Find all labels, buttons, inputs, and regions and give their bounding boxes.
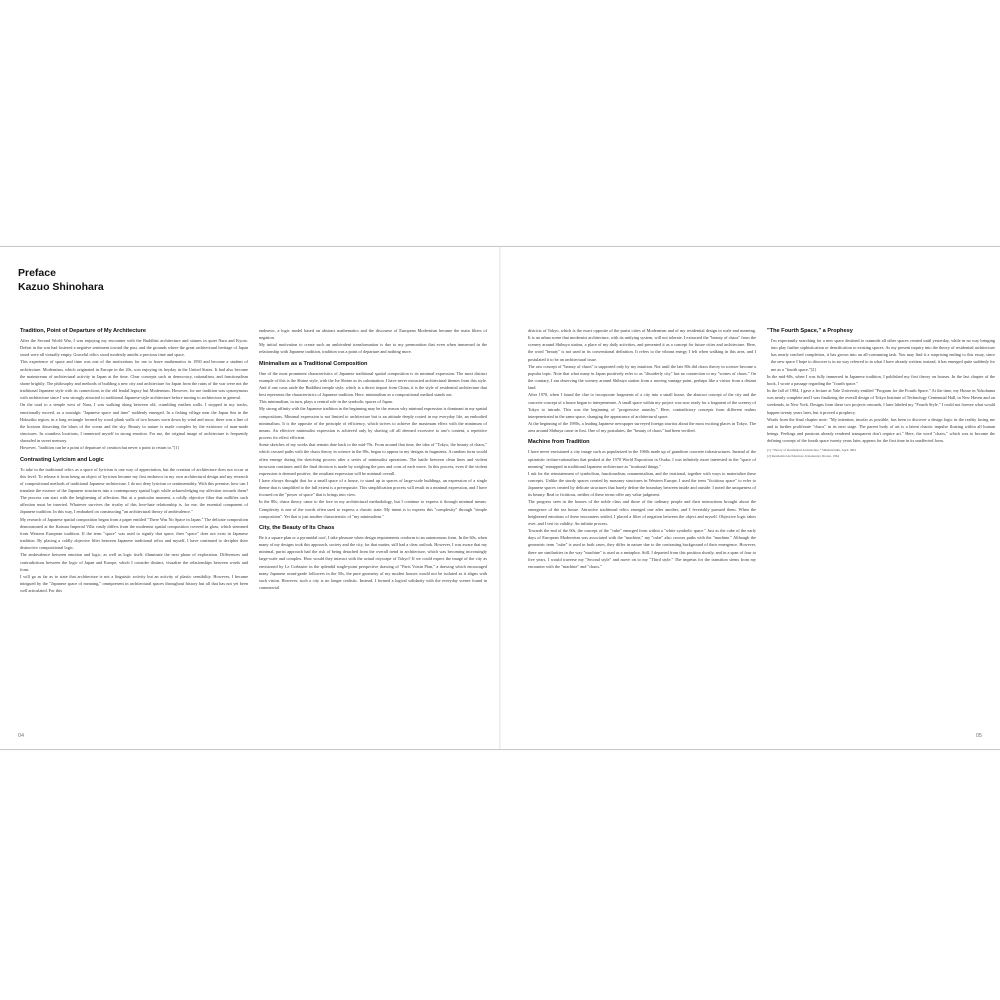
footnotes: [767, 448, 995, 459]
paragraph: I have always thought that for a small space of a house, to stand up to spaces of large-scale buildings, an expression of a single theme that is simplified to the full extent is a prerequisite. This simplification process will result in a minimal expression, and I have focused on the "power of space" that is brings into view.: [259, 477, 487, 498]
page-number-left: 04: [18, 733, 25, 739]
paragraph: Words from the final chapter note: "My intention, insofar as possible, has been to discover a design logic in the reality facing me and to further proliferate "chaos" in its next stage. The parent body of art is a latent chaotic impulse floating within all human beings. Feelings and passions already rendered transparent don't require art." Here, the word "chaos," which was to become the defining concept of the fourth space twenty years later, appears for the first time in its unaffected form.: [767, 416, 995, 444]
paragraph: I will go as far as to state that architecture is not a linguistic activity but an activity of plastic sensibility. However, I became intrigued by the "Japanese space of meaning," omnipresent in architectural spaces throughout history but all that has not yet been well articulated. For this: [20, 573, 248, 594]
page-gutter: [499, 247, 501, 749]
paragraph: One of the most prominent characteristics of Japanese traditional spatial composition is its minimal expression. The most distinct example of this is the Shrine style, with the Ise Shrine as its culmination. I have never extracted architectural themes from this style. And if one casts aside the Buddhist temple style, which is a direct import from China, it is the style of residential architecture that best represents the characteristics of Japanese tradition. Here, minimalism as a compositional method stands out.: [259, 370, 487, 398]
section-heading: Minimalism as a Traditional Composition: [259, 360, 368, 367]
paragraph: districts of Tokyo, which is the exact opposite of the purist cities of Modernism and of my residential design in scale and meaning. It is an urban scene that modernist architecture, with its unifying system, will not tolerate. I extracted the "beauty of chaos" from the scenery around Shibuya station, a place of my daily activities, and presented it as a concept for future cities and architecture. Here, the word "beauty" is not used in its conventional definition. It refers to the vibrant energy I felt when walking in this area, and I postulated it to be an architectural issue.: [528, 328, 756, 362]
section-heading: Machine from Tradition: [528, 439, 590, 446]
paragraph: In the fall of 1984, I gave a lecture at Yale University entitled "Program for the Fourth Space." At the time, my House in Yokohama was nearly complete and I was finalizing the overall design of Tokyo Institute of Technology Centennial Hall, in New Haven and on weekends, in New York. Designs from these two projects onwards, I later labeled my "Fourth Style." I could not foresee what would happen twenty years later, but it proved a prophecy.: [767, 388, 995, 415]
paragraph: However, "tradition can be a point of departure of creation but never a point to return to."[1]: [20, 445, 179, 451]
section-heading: City, the Beauty of Its Chaos: [259, 524, 335, 531]
paragraph: In the 80s, chaos theory came to the fore in my architectural methodology, but I continue to express it through minimal means. Complexity is one of the words often used to express a chaotic state. My intent is to express this "complexity" through "simple composition". Yet that is just another characteristic of "my minimalism.": [259, 499, 487, 519]
text-column-1: [20, 327, 248, 722]
paragraph: To take in the traditional relics as a space of lyricism is one way of appreciation, but the creation of architecture does not occur at this level. To release it from being an object of lyricism became my first endeavor in my own architectural design and my research of compositional methods of traditional Japanese architecture. I do not deny lyricism or sentimentality. With this premise, how can I translate the essence of the Japanese structures into a contemporary spatial logic while acknowledging my affection towards them? The process can start with the heightening of affection. But at a particular moment, a coldly objective filter that nullifies such affection must be inserted. Whatever survives the rivalry of this love-hate relationship is, for me, the essential component of Japanese tradition. In this way, I embarked on constructing "an architectural theory of ambivalence.": [20, 466, 248, 515]
text-column-3: [528, 327, 756, 722]
paragraph: After the Second World War, I was enjoying my encounter with the Buddhist architecture and statues in quiet Nara and Kyoto. Defeat in the war had fostered a negative sentiment toward the past, and the grounds where the great architectural heritage of Japan stood were all virtually empty. Graceful relics stood modestly amidst a precious time and space.: [20, 338, 248, 358]
paragraph: My initial motivation to create such an ambivalent transformation is due to my premonition that even when immersed in the relationship with Japanese tradition, tradition was a point of departure and nothing more.: [259, 342, 487, 355]
paragraph: Be it a square plan or a pyramidal roof, I take pleasure when design requirements conform to an autonomous form. In the 60s, when many of my designs took this approach, society and the city, for that matter, still had a clear outlook. However, I was aware that my minimal, purist approach had the risk of being detached from the overall trend in architecture, which was becoming increasingly large-scale and complex. How would they interact with the actual cityscape of Tokyo? If we could expect the image of the city as envisioned by Le Corbusier in the splendid single-point perspective drawing of "Paris Voisin Plan," a drawing which encouraged many Japanese avant-garde followers in the 50s, the pure geometry of my modest houses would not be isolated as it aligns with such vision. However, such a city is no longer realistic. Instead, I formed a logical solidarity with the everyday scenes found in commercial: [259, 534, 487, 590]
paragraph: After 1970, when I found the clue to incorporate fragments of a city into a small house, the abstract concept of the city and the concrete concept of a house began to interpenetrate. A small space within my project was now ready for a fragment of the scenery of Tokyo to intrude. This was the beginning of "progressive anarchy." Here, contradictory concepts from different realms interpenetrated in the same space, changing the appearance of architectural space.: [528, 392, 756, 419]
paragraph: On the road to a temple west of Nara, I was walking along between old, crumbling earthen walls. I stopped in my tracks, emotionally moved, as a nostalgic "Japanese space and time" suddenly emerged. In a fishing village near the Japan Sea in the Hokuriku region, in a long rectangle formed by wood plank walls of two houses worn down by wind and snow, there was a line of the horizon dissecting the blues of the ocean and the sky. Beauty in nature is made complex by the existence of man-made structures. In countless locations, I immersed myself in strong emotion. For me, the original image of architecture is frequently shrouded in sweet memory.: [20, 402, 248, 444]
footnote: [2] Residential Architecture, Kinokuniya Shoten, 1964: [767, 453, 840, 458]
book-spread: [0, 246, 1000, 750]
paragraph: I ask for the reinstatement of symbolism, functionalism, ornamentalism, and the irrational, together with ways to materialize these concepts. Unlike the sturdy spaces created by masonry structures in Western Europe, I used the term "fictitious space" to refer to Japanese spaces created by delicate structures that barely define the boundary between inside and outside. I noted the uniqueness of its beauty. Real or fictitious, neither of these terms offer any value judgment.: [528, 470, 756, 498]
page-number-right: 05: [975, 733, 982, 739]
paragraph: I have never envisioned a city image such as popularized in the 1960s made up of grandiose concrete infrastructures. Instead of the optimistic techno-rationalism that peaked at the 1970 World Exposition in Osaka, I was infinitely more interested in the "space of meaning" entrapped in traditional Japanese architecture as "irrational things.": [528, 449, 756, 469]
author-name: Kazuo Shinohara: [18, 281, 104, 293]
page-title: Preface: [18, 267, 56, 279]
paragraph: My strong affinity with the Japanese tradition in the beginning may be the reason why minimal expression is dominant in my spatial compositions. Minimal expression is not limited to architecture but is an attitude deeply rooted in my everyday life, an embodied minimalism. It is the opposite of the principle of efficiency, which strives to achieve the maximum effect with the minimum of means. An effective minimalist expression is achieved only by shaving off all deemed excessive to one's content, a repetitive process for effect efficient.: [259, 406, 487, 441]
paragraph: This minimalism, in turn, plays a central role in the symbolic spaces of Japan.: [259, 399, 393, 405]
paragraph: endeavor, a logic model based on abstract mathematics and the discourse of European Modernism became the main filters of negation.: [259, 328, 487, 341]
section-heading: Contrasting Lyricism and Logic: [20, 456, 104, 463]
paragraph: The progress seen in the houses of the noble class and those of the ordinary people and their interactions brought about the emergence of the tea house. Attractive traditional relics emerged one after another, and I feverishly pursued them. When the heightened emotions of these encounters settled, I placed a filter of negation between the object and myself. Objective logic takes over, and I test its validity. An infinite process.: [528, 499, 756, 526]
paragraph: Some sketches of my works that remain date back to the mid-70s. From around that time, the idea of "Tokyo, the beauty of chaos," which crossed paths with the chaos theory in science in the 80s, began to appear in my designs in fragments. A random form would often emerge during the sketching process after a series of minimalist operations. The battle between clean lines and violent incursion continues until the final decision is made by weighing the pros and cons of each move. In this process, even if the violent expression is deemed positive, the resultant expression will be minimal overall.: [259, 442, 487, 476]
text-column-2: [259, 327, 487, 722]
paragraph: At the beginning of the 1980s, a leading Japanese newspaper surveyed foreign tourists about the most exciting places in Tokyo. The area around Shibuya came in first. One of my postulates, the "beauty of chaos" had been verified.: [528, 421, 756, 434]
section-heading: Tradition, Point of Departure of My Architecture: [20, 328, 146, 334]
paragraph: This experience of space and time was one of the motivations for me to leave mathematics in 1950 and become a student of architecture. Modernism, which originated in Europe in the 20s, was enjoying its heyday in the United States. It had also become the mainstream of architectural activity in Japan at the time. Clear concepts such as democracy, rationalism, and functionalism shone brightly. The philosophy and methods of building a new city and architecture for Japan from the ruins of the war were not the traditional Japanese style with its connections to the old feudal legacy but Modernism. However, for me tradition was synonymous with architecture since I was strongly attracted to traditional Japanese-style architecture before turning to architecture in general.: [20, 359, 248, 401]
section-heading: "The Fourth Space," a Prophesy: [767, 328, 853, 334]
paragraph: The raw concept of "beauty of chaos" is supported only by my intuition. Not until the late 80s did chaos theory in science become a popular topic. Note that what many in Japan positively refer to as "disorderly city" has no connection to my "scenes of chaos." On the contrary, I am observing the scenery around Shibuya station from a moving vantage point, perhaps like a visitor from a distant land.: [528, 363, 756, 391]
paragraph: In the mid-60s, when I was fully immersed in Japanese tradition, I published my first theory on houses. In the last chapter of the book, I wrote a passage regarding the "fourth space.": [767, 373, 995, 386]
paragraph: Towards the end of the 60s, the concept of the "cube" emerged from within a "white symbolic space." Just as the cube of the early days of European Modernism was associated with the "machine," my "cube" also crosses paths with the "machine." Although the geometric term "cube" is used in both cases, they differ in nature due to the contrasting background of their emergence. However, there are similarities in the way "machine" is used as a metaphor. Still, I departed from this position shortly, and in a span of four to five years, I would traverse my "Second style" and move on to my "Third style." The impetus for the transition stems from my encounter with the "machine" and "chaos.": [528, 528, 756, 569]
footnote: [1] "Theory of Residential Architecture," Shinkenchiku, April 1964: [767, 448, 856, 453]
paragraph: The ambivalence between emotion and logic, as well as logic itself, illuminate the next phase of exploration. Differences and contradictions between the logic of Japan and Europe, which I consider distinct, visualize the relationships between words and form.: [20, 552, 248, 572]
title-block: [18, 266, 104, 294]
paragraph: My research of Japanese spatial composition began from a paper entitled "There Was No Space in Japan." The delicate composition demonstrated at the Katsura Imperial Villa vastly differs from the modernist spatial composition covered in glass, which stemmed from Western European tradition. If the term "space" was used to signify that space, then "space" does not exist in Japanese tradition. By placing a coldly objective filter between Japanese traditional relics and myself, I have continued to decipher their distinctive compositional logic.: [20, 516, 248, 551]
epigraph-paragraph: I'm expectantly searching for a new space destined to outmode all other spaces created until yesterday, while in no way bringing into play further sophistication or densification to existing spaces. As my present inquiry into the theory of residential architecture has nearly reached completion, it has grown into an all-consuming task. You may find it a surprising ending to this essay, since the new space I hope to discover is in no way referred to in what I have already written; instead, it has emerged quite suddenly for me as a "fourth space."[2]: [771, 338, 995, 372]
text-column-4: [767, 327, 995, 722]
